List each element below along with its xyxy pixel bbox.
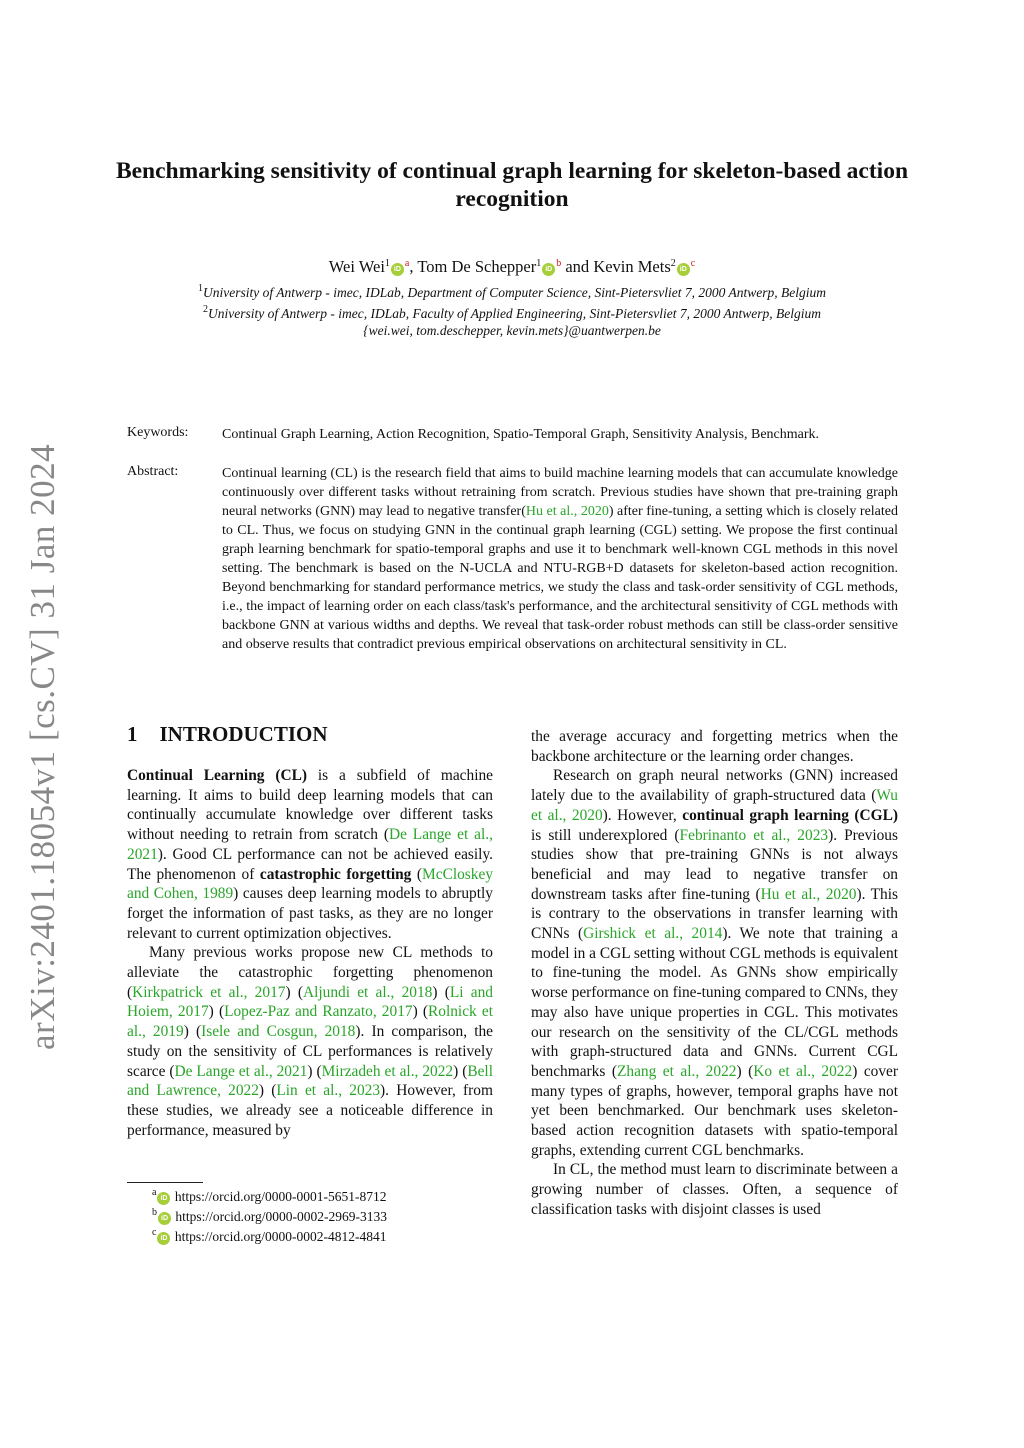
author-name: Wei Wei: [328, 257, 385, 276]
citation-link[interactable]: Bell and Lawrence, 2022: [127, 1062, 493, 1100]
orcid-icon: iD: [157, 1192, 170, 1205]
citation-link[interactable]: Zhang et al., 2022: [616, 1062, 737, 1080]
citation-link[interactable]: Rolnick et al., 2019: [127, 1003, 493, 1041]
author-name: Kevin Mets: [593, 257, 671, 276]
abstract-text: Continual learning (CL) is the research field that aims to build machine learning models that can accumulate knowledge continuously over different tasks without retraining from scratch. Previous studies have shown that pre-training graph neural networks (GNN) may lead to negative transfer(Hu et al., 2020) after fine-tuning, a setting which is closely related to CL. Thus, we focus on studying GNN in the continual graph learning (CGL) setting. We propose the first continual graph learning benchmark for spatio-temporal graphs and use it to benchmark well-known CGL methods in this novel setting. The benchmark is based on the N-UCLA and NTU-RGB+D datasets for skeleton-based action recognition. Beyond benchmarking for standard performance metrics, we study the class and task-order sensitivity of CGL methods, i.e., the impact of learning order on each class/task's performance, and the architectural sensitivity of CGL methods with backbone GNN at various widths and depths. We reveal that task-order robust methods can still be class-order sensitive and observe results that contradict previous empirical observations on architectural sensitivity in CL.: [222, 466, 898, 652]
author-affil-num: 1: [384, 258, 390, 269]
orcid-url[interactable]: https://orcid.org/0000-0002-4812-4841: [174, 1229, 387, 1244]
section-heading: 1 INTRODUCTION: [127, 722, 328, 746]
citation-link[interactable]: Hu et al., 2020: [525, 504, 609, 519]
citation-link[interactable]: Hu et al., 2020: [760, 885, 857, 903]
orcid-icon[interactable]: iD: [677, 263, 690, 276]
paragraph: the average accuracy and forgetting metrics when the backbone architecture or the learning order changes.: [531, 728, 898, 765]
orcid-icon[interactable]: iD: [391, 263, 404, 276]
citation-link[interactable]: Isele and Cosgun, 2018: [201, 1023, 356, 1041]
paragraph: Continual Learning (CL) is a subfield of machine learning. It aims to build deep learning models that can continually accumulate knowledge over different tasks without needing to retrain from scratch (De Lange et al., 2021). Good CL performance can not be achieved easily. The phenomenon of catastrophic forgetting (McCloskey and Cohen, 1989) causes deep learning models to abruptly forget the information of past tasks, as they are no longer relevant to current optimization objectives.: [127, 767, 494, 942]
orcid-url[interactable]: https://orcid.org/0000-0001-5651-8712: [174, 1189, 387, 1204]
author-affil-num: 2: [670, 258, 676, 269]
orcid-icon: iD: [158, 1212, 171, 1225]
citation-link[interactable]: McCloskey and Cohen, 1989: [127, 865, 494, 903]
footnote-orcid-b: $^b$iD https://orcid.org/0000-0002-2969-3133: [152, 1207, 387, 1224]
author-list: Wei $Wei^1iD^a$, Tom De $Schepper^1iD^b$ and Kevin $Mets^2iD^c$: [328, 257, 696, 276]
citation-link[interactable]: Kirkpatrick et al., 2017: [132, 983, 286, 1001]
orcid-mark[interactable]: a: [404, 258, 410, 269]
abstract-label: Abstract:: [127, 464, 179, 479]
citation-link[interactable]: Ko et al., 2022: [753, 1062, 853, 1080]
keywords-label: Keywords:: [127, 425, 189, 440]
arxiv-stamp: arXiv:2401.18054v1 [cs.CV] 31 Jan 2024: [23, 443, 62, 1050]
orcid-icon: iD: [157, 1232, 170, 1245]
affiliation-2: $^2$University of Antwerp - imec, IDLab, Faculty of Applied Engineering, Sint-Pietersvliet 7, 2000 Antwerp, Belgium: [202, 304, 822, 321]
paragraph: In CL, the method must learn to discriminate between a growing number of classes. Often, a sequence of classification tasks with disjoint classes is used: [531, 1161, 898, 1218]
author-affil-num: 1: [536, 258, 542, 269]
keywords-text: Continual Graph Learning, Action Recognition, Spatio-Temporal Graph, Sensitivity Analysis, Benchmark.: [222, 427, 820, 442]
citation-link[interactable]: Girshick et al., 2014: [583, 925, 723, 943]
citation-link[interactable]: De Lange et al., 2021: [127, 826, 493, 863]
citation-link[interactable]: Lin et al., 2023: [276, 1082, 381, 1100]
citation-link[interactable]: Febrinanto et al., 2023: [679, 826, 829, 844]
footnote-orcid-c: $^c$iD https://orcid.org/0000-0002-4812-4841: [152, 1227, 387, 1244]
affiliation-1: $^1$University of Antwerp - imec, IDLab, Department of Computer Science, Sint-Pietersvliet 7, 2000 Antwerp, Belgium: [197, 283, 827, 300]
paragraph: Many previous works propose new CL methods to alleviate the catastrophic forgetting phenomenon (Kirkpatrick et al., 2017) (Aljundi et al., 2018) (Li and Hoiem, 2017) (Lopez-Paz and Ranzato, 2017) (Rolnick et al., 2019) (Isele and Cosgun, 2018). In comparison, the study on the sensitivity of CL performances is relatively scarce (De Lange et al., 2021) (Mirzadeh et al., 2022) (Bell and Lawrence, 2022) (Lin et al., 2023). However, from these studies, we already see a noticeable difference in performance, measured by: [127, 944, 493, 1139]
footnote-rule: [127, 1182, 203, 1183]
paragraph: Research on graph neural networks (GNN) increased lately due to the availability of graph-structured data (Wu et al., 2020). However, continual graph learning (CGL) is still underexplored (Febrinanto et al., 2023). Previous studies show that pre-training GNNs is not always beneficial and may lead to negative transfer on downstream tasks after fine-tuning (Hu et al., 2020). This is contrary to the observations in transfer learning with CNNs (Girshick et al., 2014). We note that training a model in a CGL setting without CGL methods is equivalent to fine-tuning the model. As GNNs show empirically worse performance on fine-tuning compared to CNNs, they may also have unique properties in CGL. This motivates our research on the sensitivity of the CL/CGL methods with graph-structured data and GNNs. Current CGL benchmarks (Zhang et al., 2022) (Ko et al., 2022) cover many types of graphs, however, temporal graphs have not yet been benchmarked. Our benchmark uses skeleton-based action recognition datasets with spatio-temporal graphs, extending current CGL benchmarks.: [531, 767, 899, 1159]
author-name: Tom De Schepper: [417, 257, 537, 276]
orcid-mark[interactable]: b: [556, 258, 562, 269]
right-column: [531, 727, 898, 1220]
orcid-icon[interactable]: iD: [542, 263, 555, 276]
orcid-mark[interactable]: c: [690, 258, 696, 269]
citation-link[interactable]: Mirzadeh et al., 2022: [321, 1062, 454, 1080]
citation-link[interactable]: Lopez-Paz and Ranzato, 2017: [224, 1003, 413, 1021]
author-emails: {wei.wei, tom.deschepper, kevin.mets}@uantwerpen.be: [363, 323, 661, 338]
footnote-orcid-a: $^a$iD https://orcid.org/0000-0001-5651-8712: [152, 1187, 387, 1204]
orcid-url[interactable]: https://orcid.org/0000-0002-2969-3133: [175, 1209, 387, 1224]
citation-link[interactable]: De Lange et al., 2021: [174, 1062, 308, 1080]
left-column: [127, 766, 493, 1140]
paper-title: Benchmarking sensitivity of continual graph learning for skeleton-based action recognition: [115, 158, 909, 212]
citation-link[interactable]: Wu et al., 2020: [531, 787, 898, 824]
citation-link[interactable]: Li and Hoiem, 2017: [127, 983, 493, 1021]
citation-link[interactable]: Aljundi et al., 2018: [302, 983, 433, 1001]
